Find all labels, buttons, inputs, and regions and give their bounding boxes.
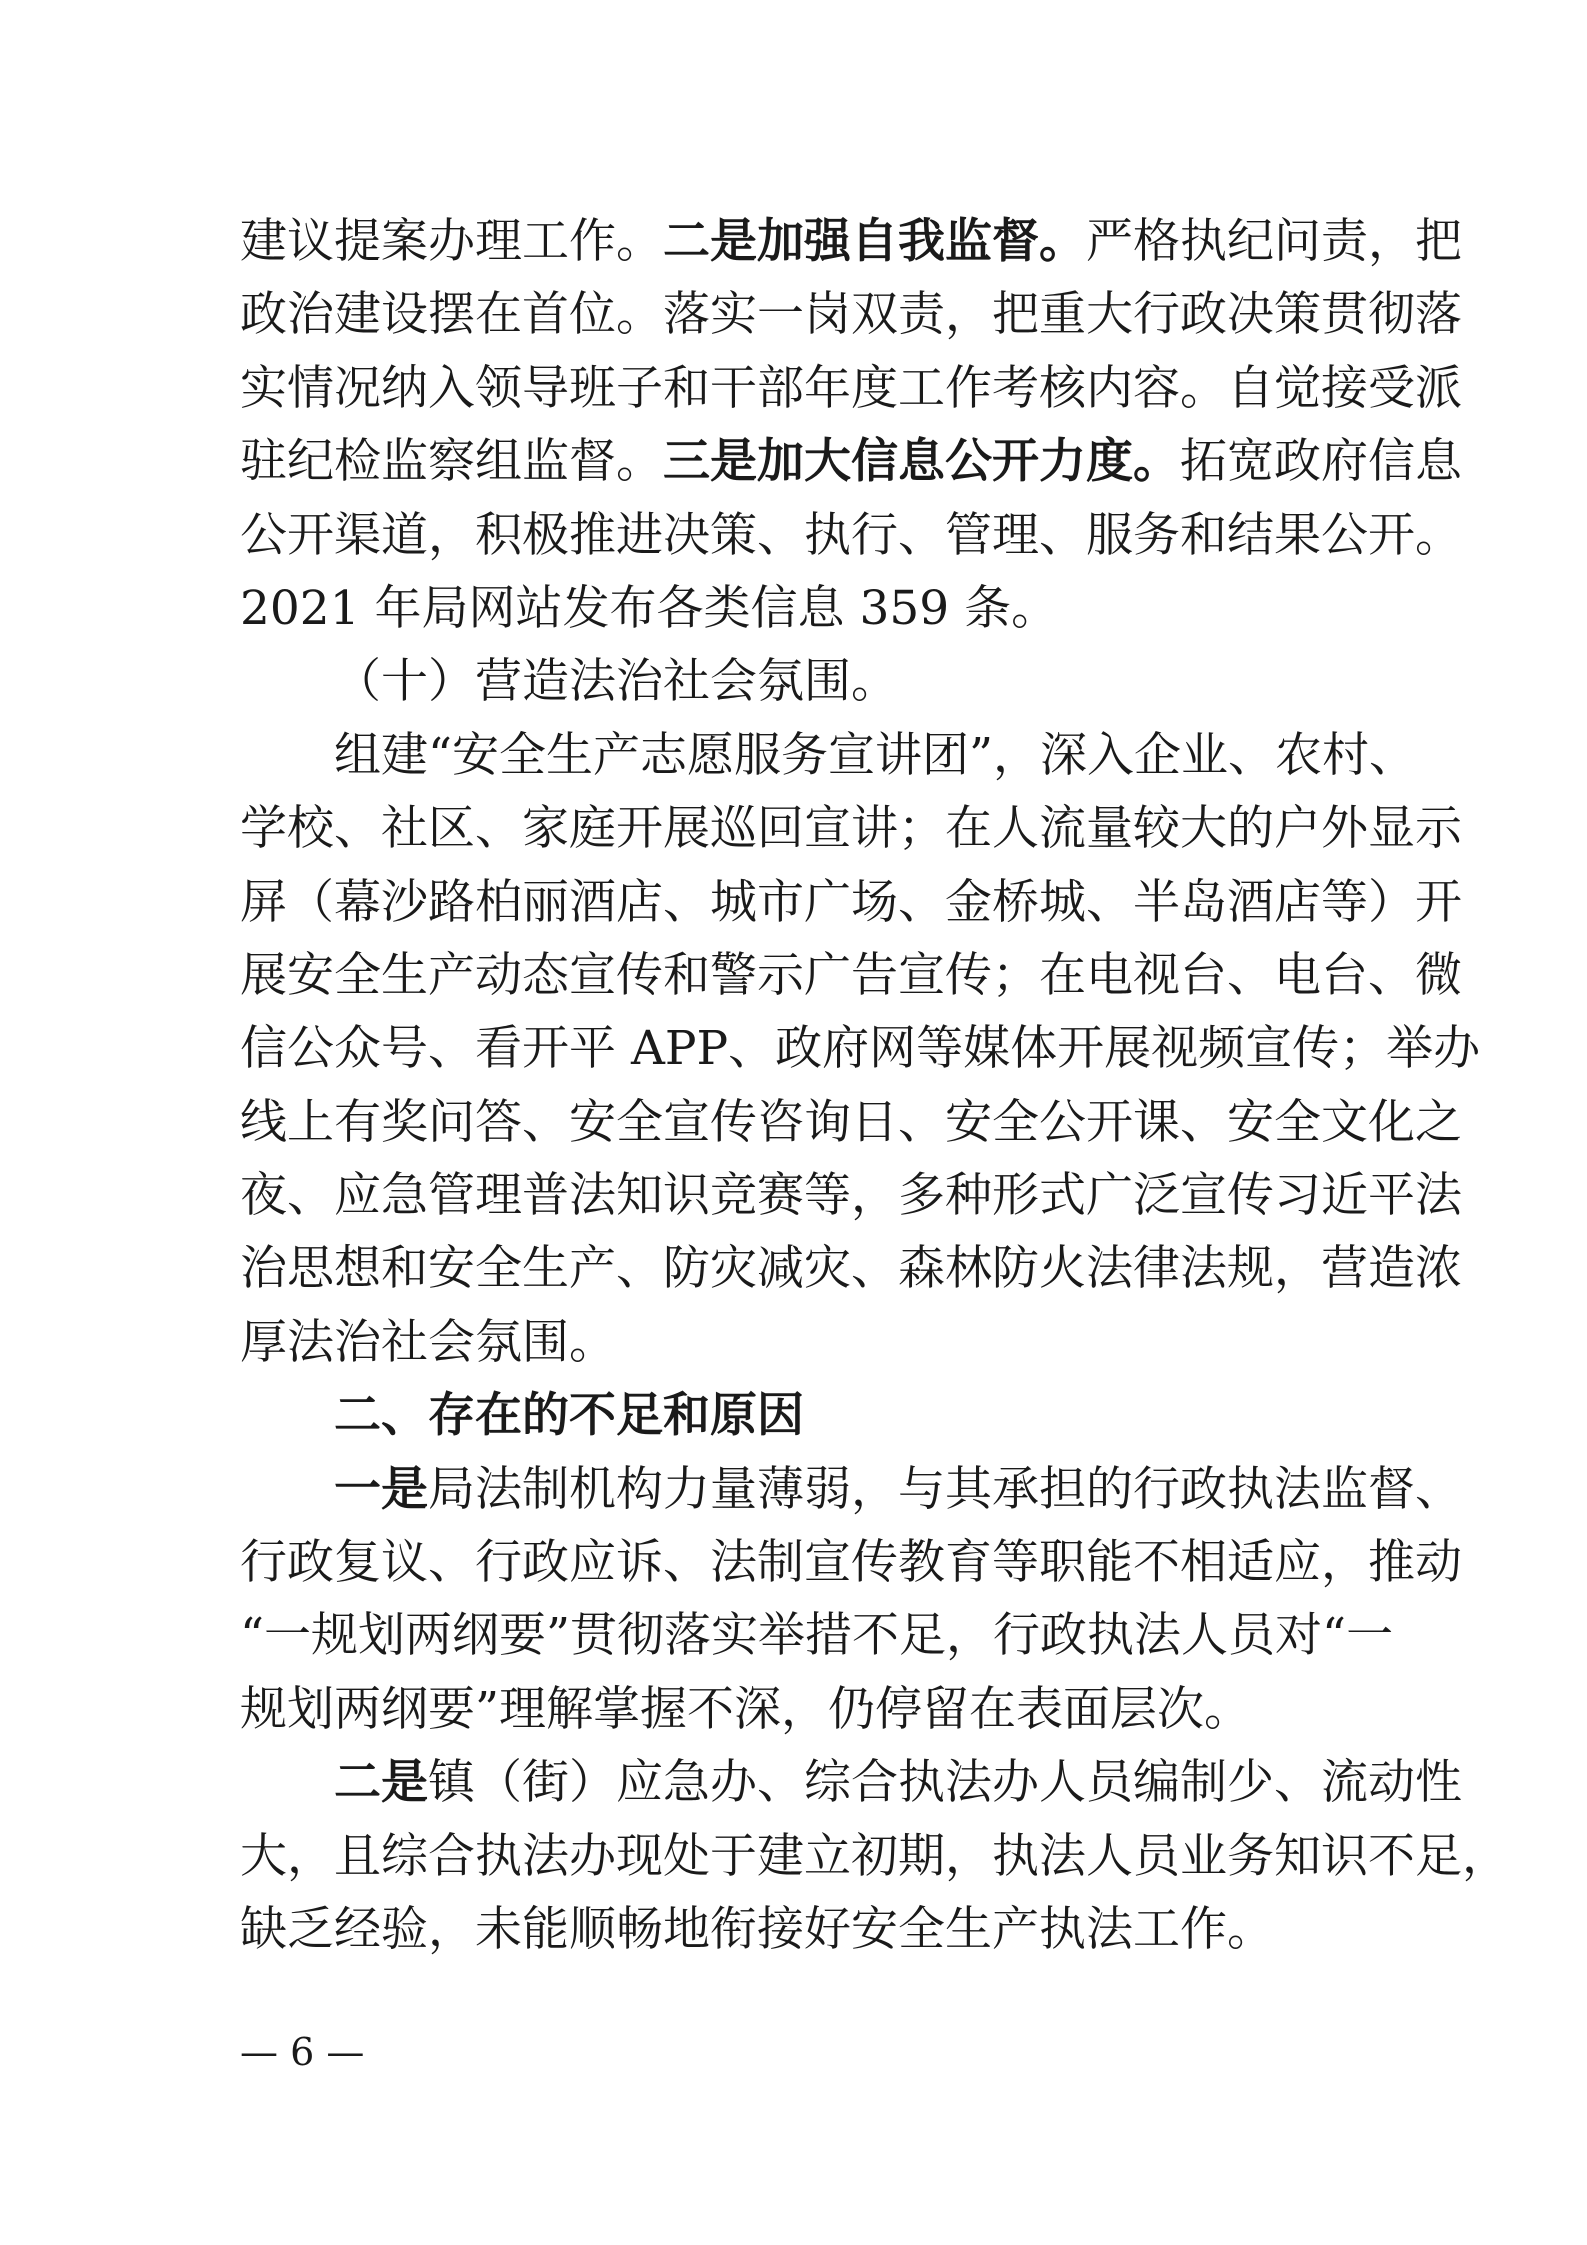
keyword-run: 二是加强自我监督。 bbox=[663, 214, 1086, 269]
body-line: 线上有奖问答、安全宣传咨询日、安全公开课、安全文化之 bbox=[240, 1094, 1462, 1150]
text-run: 驻纪检监察组监督。 bbox=[240, 434, 663, 490]
body-line: 实情况纳入领导班子和干部年度工作考核内容。自觉接受派 bbox=[240, 360, 1462, 416]
text-run: 镇（街）应急办、综合执法办人员编制少、流动性 bbox=[428, 1755, 1462, 1811]
body-line bbox=[240, 425, 1462, 498]
keyword-run: 一是 bbox=[334, 1461, 428, 1517]
body-line: 公开渠道，积极推进决策、执行、管理、服务和结果公开。 bbox=[240, 507, 1462, 563]
chapter-heading: 二、存在的不足和原因 bbox=[334, 1388, 804, 1444]
body-line: 厚法治社会氛围。 bbox=[240, 1314, 616, 1370]
body-line: 缺乏经验，未能顺畅地衔接好安全生产执法工作。 bbox=[240, 1901, 1274, 1957]
keyword-run: 二是 bbox=[334, 1755, 428, 1811]
body-line bbox=[240, 1453, 1462, 1526]
body-line: 大，且综合执法办现处于建立初期，执法人员业务知识不足， bbox=[240, 1828, 1509, 1884]
body-line: 学校、社区、家庭开展巡回宣讲；在人流量较大的户外显示 bbox=[240, 801, 1462, 857]
body-line: 展安全生产动态宣传和警示广告宣传；在电视台、电台、微 bbox=[240, 947, 1462, 1003]
body-line bbox=[240, 1746, 1462, 1819]
page-number: — 6 — bbox=[240, 2030, 365, 2074]
body-line: 屏（幕沙路柏丽酒店、城市广场、金桥城、半岛酒店等）开 bbox=[240, 874, 1462, 930]
text-run: 拓宽政府信息 bbox=[1180, 434, 1462, 490]
body-line: 政治建设摆在首位。落实一岗双责，把重大行政决策贯彻落 bbox=[240, 287, 1462, 343]
text-run: 局法制机构力量薄弱，与其承担的行政执法监督、 bbox=[428, 1461, 1462, 1517]
body-line: 组建“安全生产志愿服务宣讲团”，深入企业、农村、 bbox=[334, 727, 1417, 783]
body-line: 治思想和安全生产、防灾减灾、森林防火法律法规，营造浓 bbox=[240, 1241, 1462, 1297]
body-line: 规划两纲要”理解掌握不深，仍停留在表面层次。 bbox=[240, 1681, 1252, 1737]
keyword-run: 三是加大信息公开力度。 bbox=[663, 434, 1180, 490]
text-run: 建议提案办理工作。 bbox=[240, 214, 663, 269]
document-body bbox=[240, 205, 1509, 1966]
text-run: 严格执纪问责，把 bbox=[1086, 214, 1462, 269]
body-line bbox=[240, 205, 1462, 278]
body-line: 行政复议、行政应诉、法制宣传教育等职能不相适应，推动 bbox=[240, 1535, 1462, 1591]
section-heading: （十）营造法治社会氛围。 bbox=[334, 654, 898, 710]
body-line: 夜、应急管理普法知识竞赛等，多种形式广泛宣传习近平法 bbox=[240, 1168, 1462, 1224]
body-line: 信公众号、看开平 APP、政府网等媒体开展视频宣传；举办 bbox=[240, 1021, 1481, 1077]
body-line: “一规划两纲要”贯彻落实举措不足，行政执法人员对“一 bbox=[240, 1608, 1394, 1664]
body-line: 2021 年局网站发布各类信息 359 条。 bbox=[240, 580, 1059, 636]
